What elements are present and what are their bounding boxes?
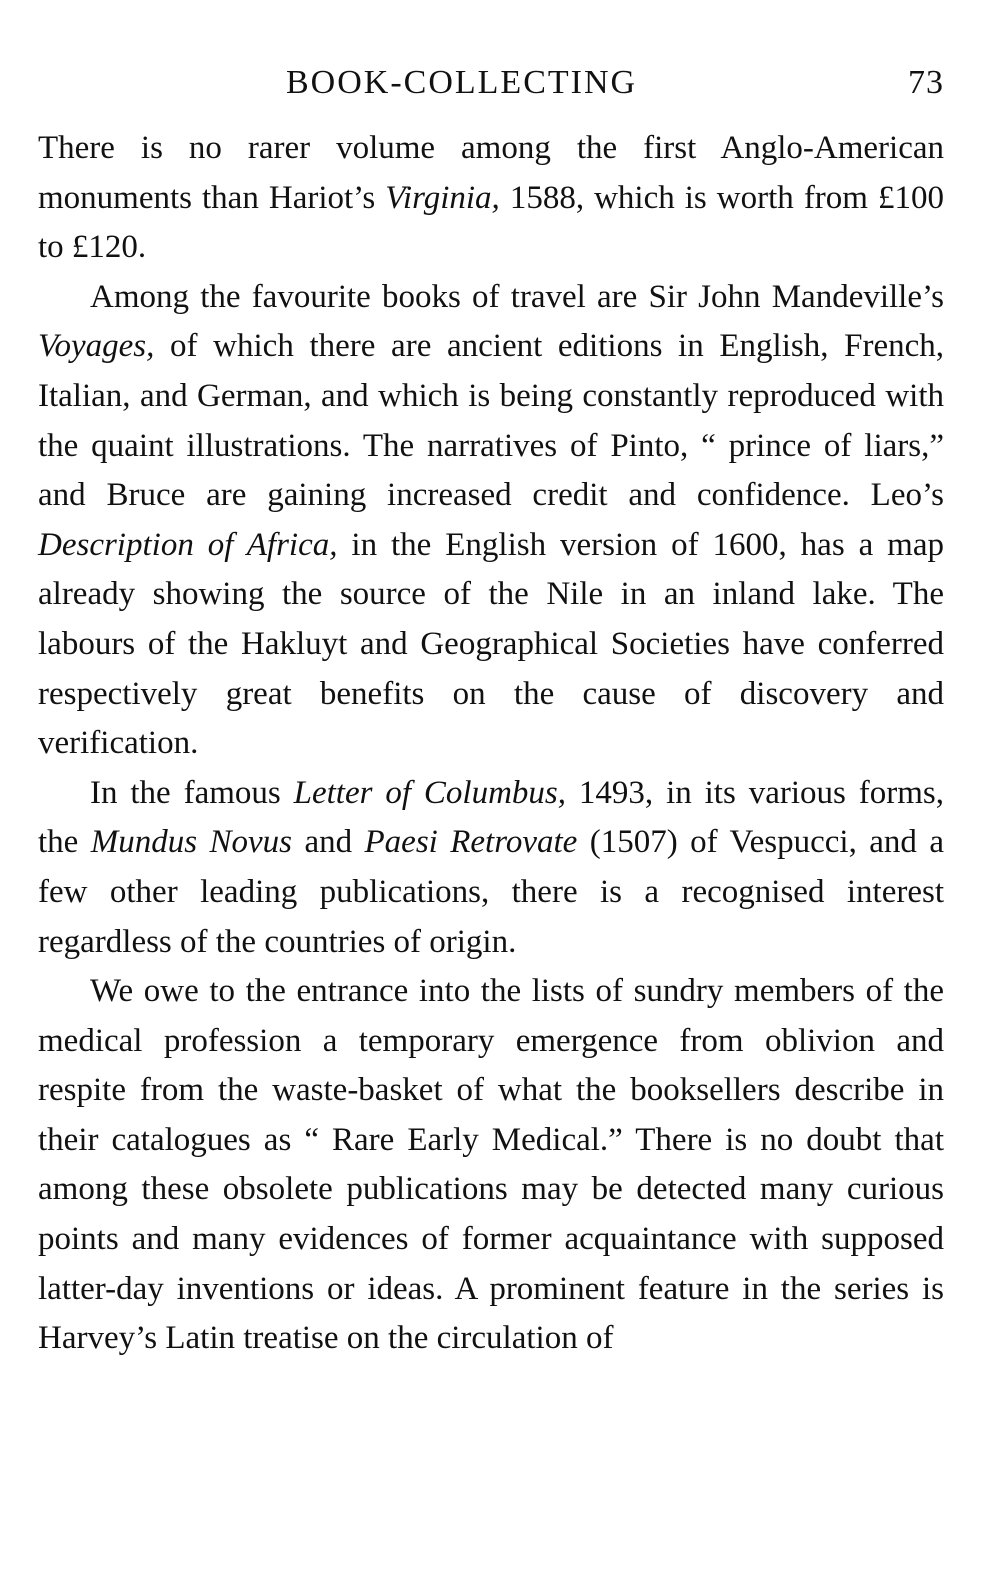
book-page [38, 64, 944, 1364]
text-span: and [292, 824, 365, 861]
paragraph-travel [38, 273, 944, 769]
text-span: 1493, in its various forms, the [38, 774, 944, 861]
title-letter-of-columbus: Letter of Columbus, [293, 774, 567, 811]
page-header [38, 64, 944, 124]
body-text [38, 124, 944, 1364]
title-mundus-novus: Mundus Novus [90, 824, 293, 861]
text-span: There is no rarer volume among the first Anglo-American monuments than Hariot’s [38, 130, 944, 216]
running-head: BOOK-COLLECTING [286, 64, 638, 101]
page-number: 73 [908, 64, 944, 101]
title-paesi-retrovate: Paesi Retrovate [364, 824, 578, 861]
text-span: in the English version of 1600, has a map already showing the source of the Nile in an inland lake. The labours of the Hakluyt and Geographical Societies have conferred respectively great benefits on the cause of discovery and verification. [38, 526, 944, 762]
title-virginia: Virginia, [385, 179, 500, 216]
text-span: We owe to the entrance into the lists of sundry members of the medical profession a temporary emergence from oblivion and respite from the waste-basket of what the booksellers describe in their catalogues as “ Rare Early Medical.” There is no doubt that among these obsolete publications may be detected many curious points and many evidences of former acquaintance with supposed latter-day inventions or ideas. A prominent feature in the series is Harvey’s Latin treatise on the circulation of [38, 973, 944, 1357]
text-span: (1507) of Vespucci, and a few other leading publications, there is a recognised interest regardless of the countries of origin. [38, 824, 944, 960]
paragraph-columbus [38, 769, 944, 967]
text-span: of which there are ancient editions in English, French, Italian, and German, and which is being constantly reproduced with the quaint illustrations. The narratives of Pinto, “ prince of liars,” and Bruce are gaining increased credit and confidence. Leo’s [38, 328, 944, 514]
paragraph-medical [38, 967, 944, 1364]
title-voyages: Voyages, [38, 328, 155, 365]
text-span: In the famous [90, 774, 294, 811]
title-description-of-africa: Description of Africa, [38, 526, 338, 563]
paragraph-hariot [38, 124, 944, 273]
text-span: Among the favourite books of travel are Sir John Mandeville’s [90, 278, 944, 315]
text-span: 1588, which is worth from £100 to £120. [38, 179, 944, 266]
